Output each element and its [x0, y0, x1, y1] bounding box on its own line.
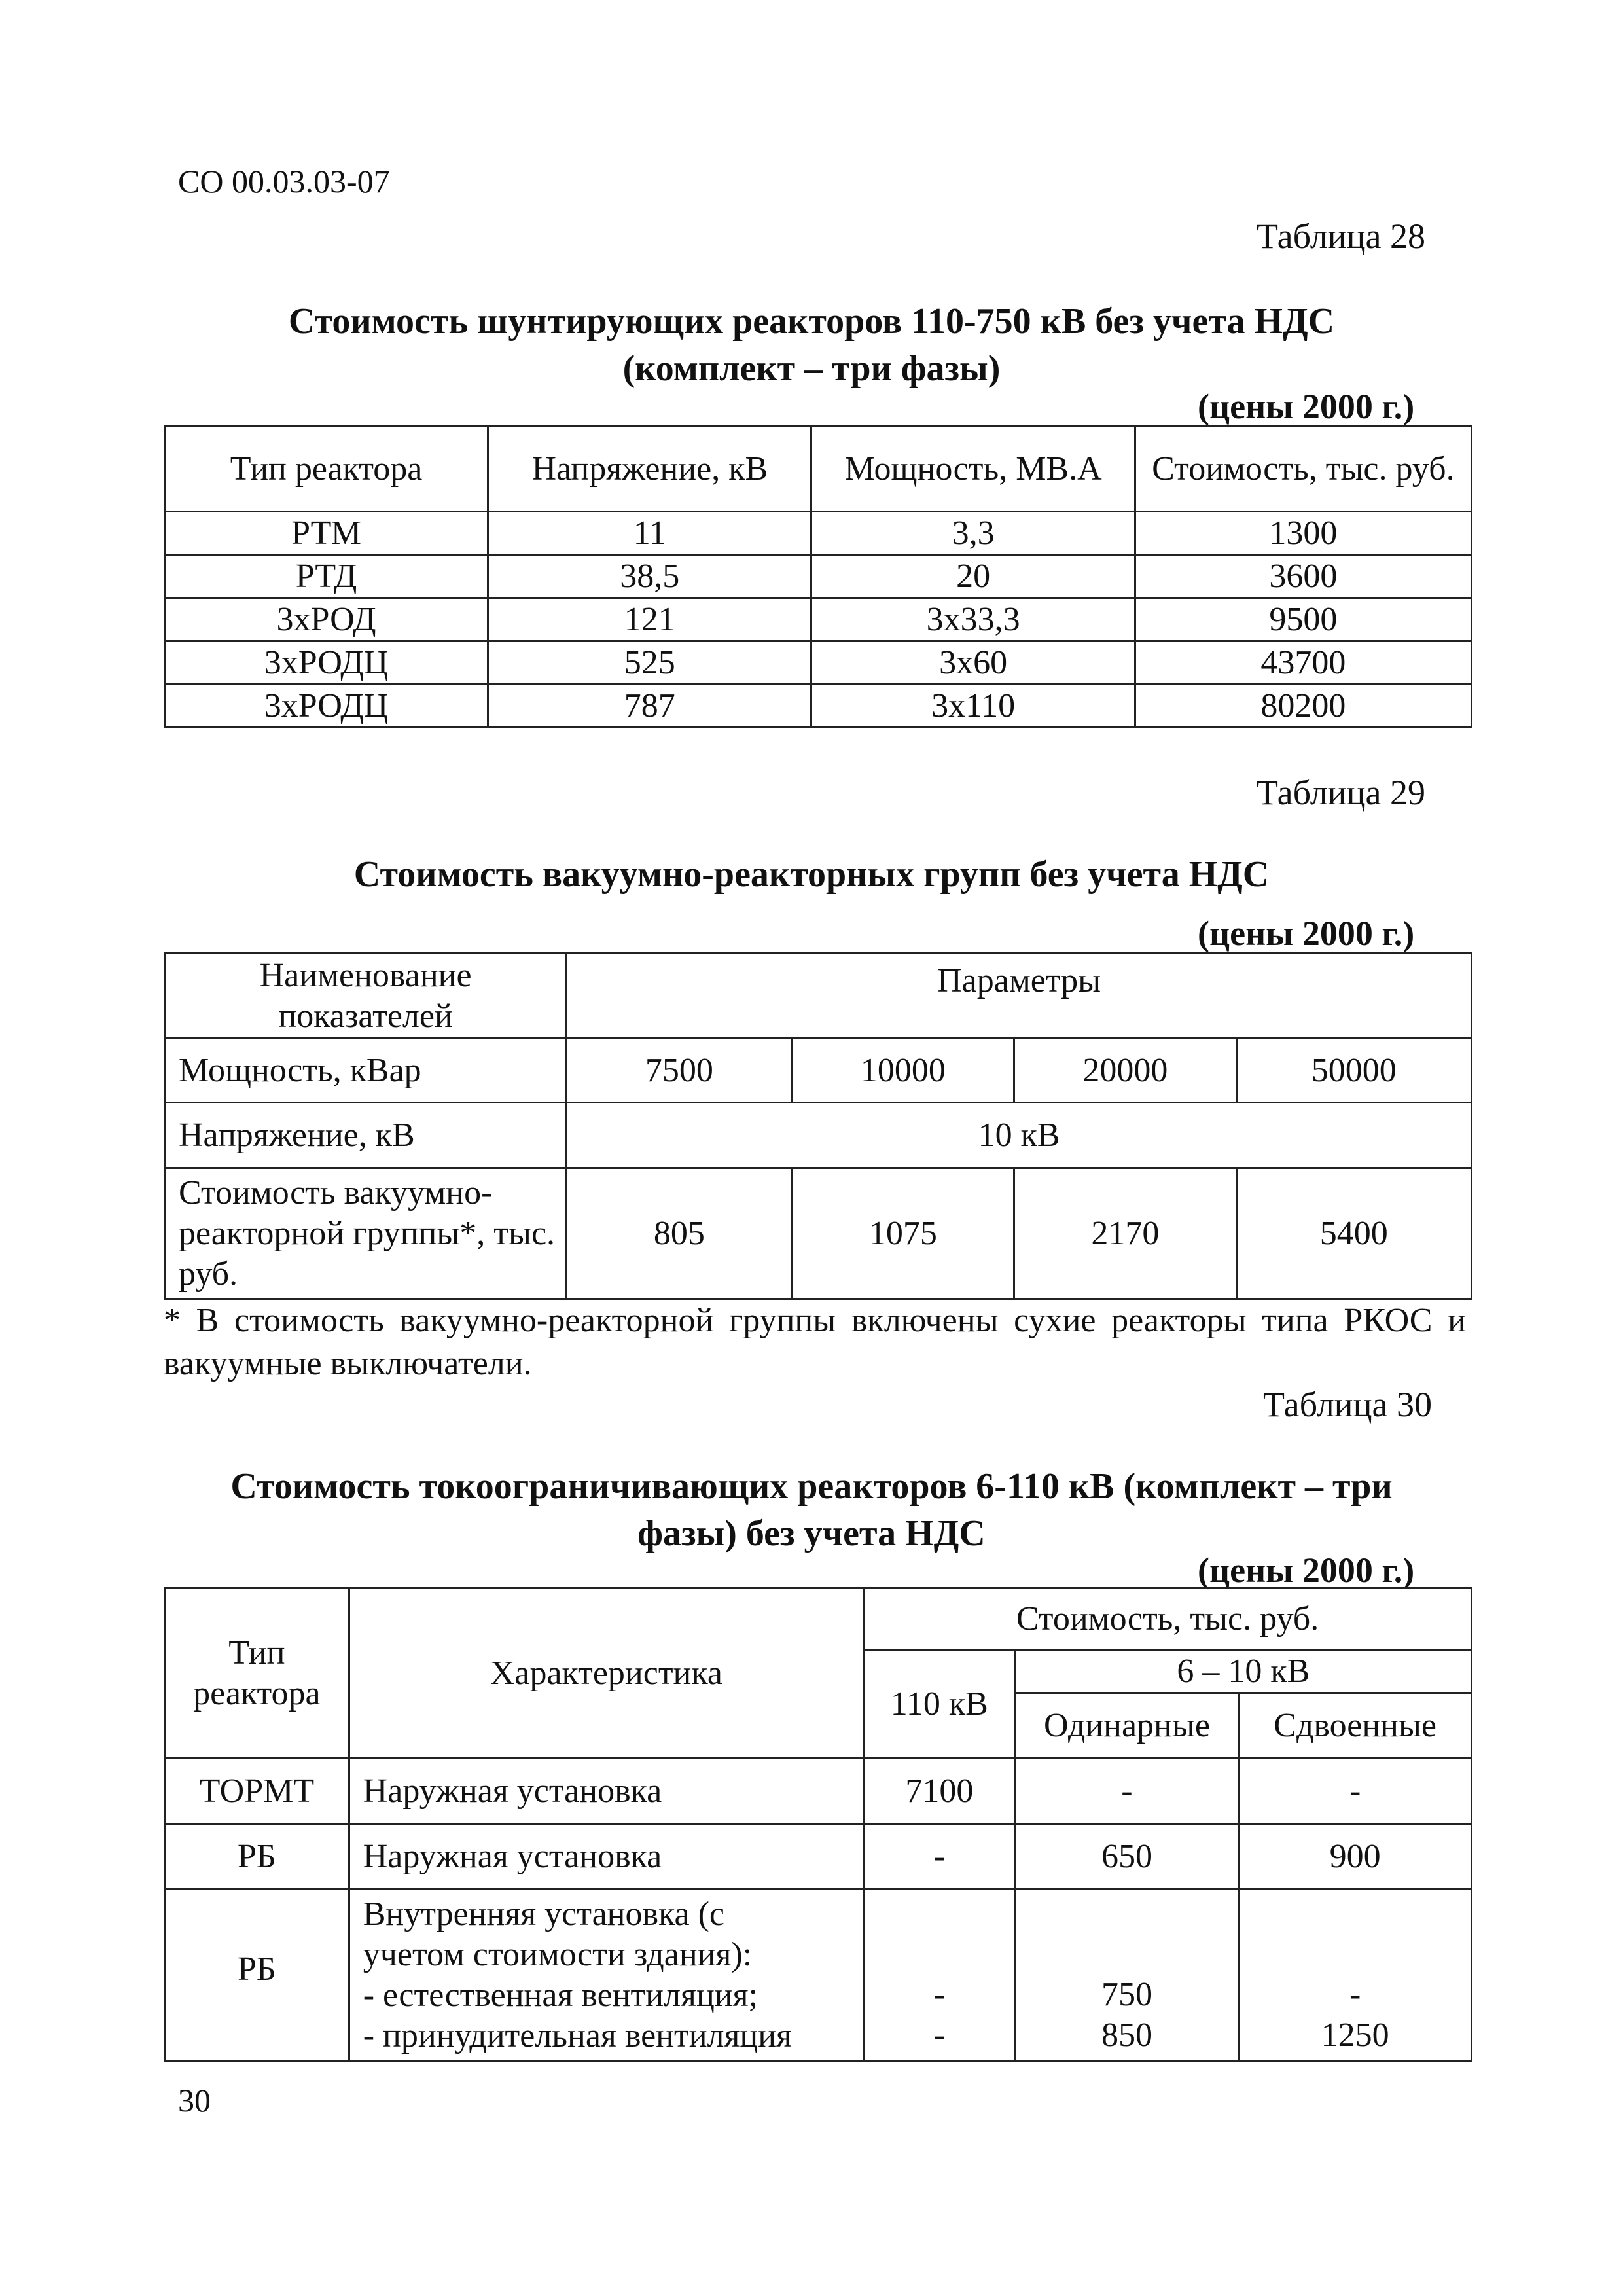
table-cell: 3хРОДЦ: [165, 685, 488, 728]
table-cell: 650: [1015, 1824, 1239, 1890]
table-cell: 3х33,3: [812, 598, 1135, 641]
header-cell: Напряжение, кВ: [488, 427, 812, 512]
table-cell: 1300: [1135, 512, 1471, 555]
cell-line: -: [933, 2017, 945, 2054]
table-cell: 2170: [1014, 1168, 1236, 1299]
header-cell: Стоимость, тыс. руб.: [1135, 427, 1471, 512]
table-cell: -: [864, 1824, 1016, 1890]
table-cell: -: [1015, 1759, 1239, 1824]
table-row: [165, 1824, 1472, 1890]
table-cell-char-multiline: [349, 1890, 863, 2061]
table-cell: Наружная установка: [349, 1824, 863, 1890]
page-number: 30: [178, 2082, 211, 2119]
table-cell: 9500: [1135, 598, 1471, 641]
table-cell: 80200: [1135, 685, 1471, 728]
table-cell: 3600: [1135, 555, 1471, 598]
table-30-title: [164, 1463, 1459, 1557]
table-row: [165, 641, 1472, 685]
table-row: [165, 1039, 1472, 1103]
table-29: [164, 952, 1472, 1300]
char-line: учетом стоимости здания):: [363, 1936, 753, 1973]
table-cell: 3х60: [812, 641, 1135, 685]
table-28-title-line1: Стоимость шунтирующих реакторов 110-750 кВ без учета НДС: [288, 301, 1335, 342]
table-cell: РТМ: [165, 512, 488, 555]
table-cell: 1075: [792, 1168, 1014, 1299]
header-cell-name: Наименование показателей: [165, 954, 567, 1039]
header-cell: Тип реактора: [165, 427, 488, 512]
header-cell-char: Характеристика: [349, 1588, 863, 1759]
table-row: [165, 512, 1472, 555]
table-row: [165, 598, 1472, 641]
table-30: [164, 1587, 1472, 2062]
table-28-title-line2: (комплект – три фазы): [622, 348, 1001, 389]
table-row: [165, 1759, 1472, 1824]
table-30-prices-note: (цены 2000 г.): [1198, 1551, 1415, 1590]
table-cell: [1239, 1890, 1472, 2061]
table-cell: 3,3: [812, 512, 1135, 555]
cell-line: 750: [1101, 1976, 1152, 2013]
row-label: Стоимость вакуумно-реакторной группы*, тыс. руб.: [165, 1168, 567, 1299]
header-cell-110: 110 кВ: [864, 1651, 1016, 1759]
header-cell-single: Одинарные: [1015, 1693, 1239, 1759]
table-cell: 5400: [1236, 1168, 1471, 1299]
header-cell: Мощность, МВ.А: [812, 427, 1135, 512]
table-cell: 3хРОДЦ: [165, 641, 488, 685]
table-29-caption: Таблица 29: [1257, 773, 1425, 812]
header-cell-type: Тип реактора: [165, 1588, 349, 1759]
row-label: Напряжение, кВ: [165, 1103, 567, 1168]
table-cell: 525: [488, 641, 812, 685]
table-28-prices-note: (цены 2000 г.): [1198, 387, 1415, 426]
table-cell: РТД: [165, 555, 488, 598]
table-cell: РБ: [165, 1890, 349, 2061]
table-cell: 787: [488, 685, 812, 728]
table-row: [165, 1890, 1472, 2061]
table-cell: -: [1239, 1759, 1472, 1824]
table-cell: 11: [488, 512, 812, 555]
table-cell: 38,5: [488, 555, 812, 598]
table-row: [165, 1103, 1472, 1168]
table-row: [165, 1168, 1472, 1299]
table-cell: 900: [1239, 1824, 1472, 1890]
table-cell: 3х110: [812, 685, 1135, 728]
table-cell: [864, 1890, 1016, 2061]
table-header-row: [165, 954, 1472, 1039]
table-cell: 50000: [1236, 1039, 1471, 1103]
table-cell: 10 кВ: [567, 1103, 1472, 1168]
table-cell: 3хРОД: [165, 598, 488, 641]
table-cell: 10000: [792, 1039, 1014, 1103]
table-header-row: [165, 427, 1472, 512]
char-line: - естественная вентиляция;: [363, 1977, 758, 2014]
table-row: [165, 555, 1472, 598]
cell-line: 1250: [1321, 2017, 1389, 2054]
table-cell: 7100: [864, 1759, 1016, 1824]
table-cell: Наружная установка: [349, 1759, 863, 1824]
row-label: Мощность, кВар: [165, 1039, 567, 1103]
table-cell: 43700: [1135, 641, 1471, 685]
table-29-footnote: * В стоимость вакуумно-реакторной группы включены сухие реакторы типа РКОС и вакуумные выключатели.: [164, 1302, 1466, 1382]
cell-line: -: [1349, 1976, 1361, 2013]
table-cell: [1015, 1890, 1239, 2061]
table-28-caption: Таблица 28: [1257, 217, 1425, 256]
table-cell: 121: [488, 598, 812, 641]
table-28: [164, 425, 1472, 728]
table-cell: 7500: [567, 1039, 792, 1103]
table-row: [165, 685, 1472, 728]
cell-line: 850: [1101, 2017, 1152, 2054]
header-cell-params: Параметры: [567, 954, 1472, 1039]
char-line: Внутренняя установка (с: [363, 1895, 725, 1933]
table-29-prices-note: (цены 2000 г.): [1198, 914, 1415, 953]
table-header-row: [165, 1588, 1472, 1651]
table-cell: 805: [567, 1168, 792, 1299]
document-code: СО 00.03.03-07: [178, 163, 390, 200]
table-30-caption: Таблица 30: [1263, 1385, 1432, 1424]
table-30-title-line1: Стоимость токоограничивающих реакторов 6-110 кВ (комплект – три: [230, 1466, 1393, 1507]
header-cell-cost: Стоимость, тыс. руб.: [864, 1588, 1472, 1651]
table-cell: ТОРМТ: [165, 1759, 349, 1824]
table-cell: 20000: [1014, 1039, 1236, 1103]
char-line: - принудительная вентиляция: [363, 2017, 792, 2054]
table-29-title: Стоимость вакуумно-реакторных групп без учета НДС: [353, 854, 1270, 895]
header-cell-double: Сдвоенные: [1239, 1693, 1472, 1759]
table-28-title: [164, 298, 1459, 392]
cell-line: -: [933, 1976, 945, 2013]
table-30-title-line2: фазы) без учета НДС: [637, 1513, 986, 1554]
table-cell: 20: [812, 555, 1135, 598]
header-cell-6-10: 6 – 10 кВ: [1015, 1651, 1471, 1693]
table-cell: РБ: [165, 1824, 349, 1890]
